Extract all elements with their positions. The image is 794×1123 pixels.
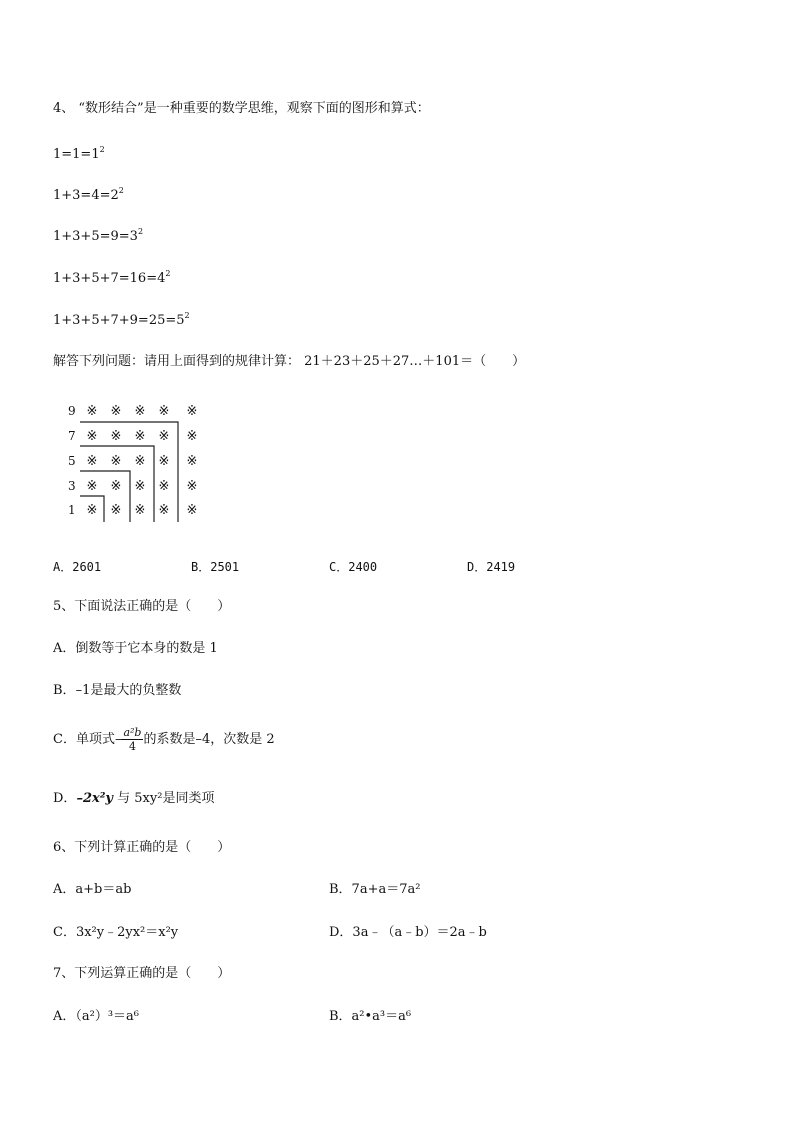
grid-dot-symbol: ※ bbox=[158, 479, 170, 494]
row-label-3: 3 bbox=[68, 479, 76, 493]
grid-dot-symbol: ※ bbox=[86, 429, 98, 444]
odd-sum-figure bbox=[58, 398, 218, 528]
q6-option-c[interactable]: C．3x²y﹣2yx²＝x²y bbox=[53, 925, 179, 940]
grid-dot-symbol: ※ bbox=[86, 454, 98, 469]
grid-dot-symbol: ※ bbox=[158, 454, 170, 469]
grid-dot-symbol: ※ bbox=[110, 479, 122, 494]
q6-stem: 6、下列计算正确的是（ ） bbox=[53, 840, 231, 855]
grid-dot-symbol: ※ bbox=[186, 429, 198, 444]
grid-dot-symbol: ※ bbox=[134, 454, 146, 469]
monomial-fraction: $\frac{\text{a²b}}{4}$ bbox=[123, 726, 142, 753]
row-label-5: 5 bbox=[68, 454, 76, 468]
q6-option-d[interactable]: D．3a﹣（a﹣b）＝2a﹣b bbox=[329, 925, 487, 940]
q4-formula-3: $1+3+5=9=3^2$ bbox=[53, 227, 144, 244]
grid-dot-symbol: ※ bbox=[110, 503, 122, 518]
grid-dot-symbol: ※ bbox=[134, 429, 146, 444]
row-label-9: 9 bbox=[68, 404, 76, 418]
grid-dot-symbol: ※ bbox=[110, 404, 122, 419]
grid-dot-symbol: ※ bbox=[86, 404, 98, 419]
grid-dot-symbol: ※ bbox=[158, 404, 170, 419]
grid-dot-symbol: ※ bbox=[186, 503, 198, 518]
q6-option-a[interactable]: A．a+b＝ab bbox=[53, 882, 132, 897]
q4-formula-1: $1=1=1^2$ bbox=[53, 145, 105, 162]
q4-formula-5: $1+3+5+7+9=25=5^2$ bbox=[53, 311, 190, 328]
grid-dot-symbol: ※ bbox=[134, 503, 146, 518]
grid-dot-symbol: ※ bbox=[186, 454, 198, 469]
grid-dot-symbol: ※ bbox=[158, 429, 170, 444]
q5-option-b[interactable]: B．–1是最大的负整数 bbox=[53, 683, 182, 698]
row-label-7: 7 bbox=[68, 429, 76, 443]
q7-option-a[interactable]: A．（a²）³＝a⁶ bbox=[53, 1009, 140, 1024]
grid-dot-symbol: ※ bbox=[110, 429, 122, 444]
q5-option-c[interactable]: C．单项式– $\frac{\text{a²b}}{4}$ 的系数是–4，次数是 2 bbox=[53, 726, 275, 753]
grid-dot-symbol: ※ bbox=[86, 479, 98, 494]
grid-dot-symbol: ※ bbox=[186, 404, 198, 419]
row-label-1: 1 bbox=[68, 503, 76, 517]
q7-option-b[interactable]: B．a²•a³＝a⁶ bbox=[329, 1009, 412, 1024]
q7-stem: 7、下列运算正确的是（ ） bbox=[53, 966, 231, 981]
q5-option-a[interactable]: A．倒数等于它本身的数是 1 bbox=[53, 641, 218, 656]
grid-dot-symbol: ※ bbox=[134, 404, 146, 419]
grid-dot-symbol: ※ bbox=[110, 454, 122, 469]
q5-option-d[interactable]: D．–2x²y 与 5xy²是同类项 bbox=[53, 791, 215, 806]
grid-dot-symbol: ※ bbox=[158, 503, 170, 518]
q4-formula-2: $1+3=4=2^2$ bbox=[53, 186, 124, 203]
q6-option-b[interactable]: B．7a+a＝7a² bbox=[329, 882, 421, 897]
q5-stem: 5、下面说法正确的是（ ） bbox=[53, 599, 231, 614]
q4-option-d[interactable]: D．2419 bbox=[467, 560, 516, 574]
q4-option-b[interactable]: B．2501 bbox=[191, 560, 240, 574]
grid-dot-symbol: ※ bbox=[186, 479, 198, 494]
q4-option-c[interactable]: C．2400 bbox=[329, 560, 378, 574]
grid-dot-symbol: ※ bbox=[86, 503, 98, 518]
q4-option-a[interactable]: A．2601 bbox=[53, 560, 102, 574]
grid-dot-symbol: ※ bbox=[134, 479, 146, 494]
q4-question: 解答下列问题：请用上面得到的规律计算： 21＋23＋25＋27…＋101＝（ ） bbox=[53, 354, 526, 369]
q4-formula-4: $1+3+5+7=16=4^2$ bbox=[53, 269, 171, 286]
q4-stem: 4、 “数形结合”是一种重要的数学思维，观察下面的图形和算式： bbox=[53, 101, 430, 116]
